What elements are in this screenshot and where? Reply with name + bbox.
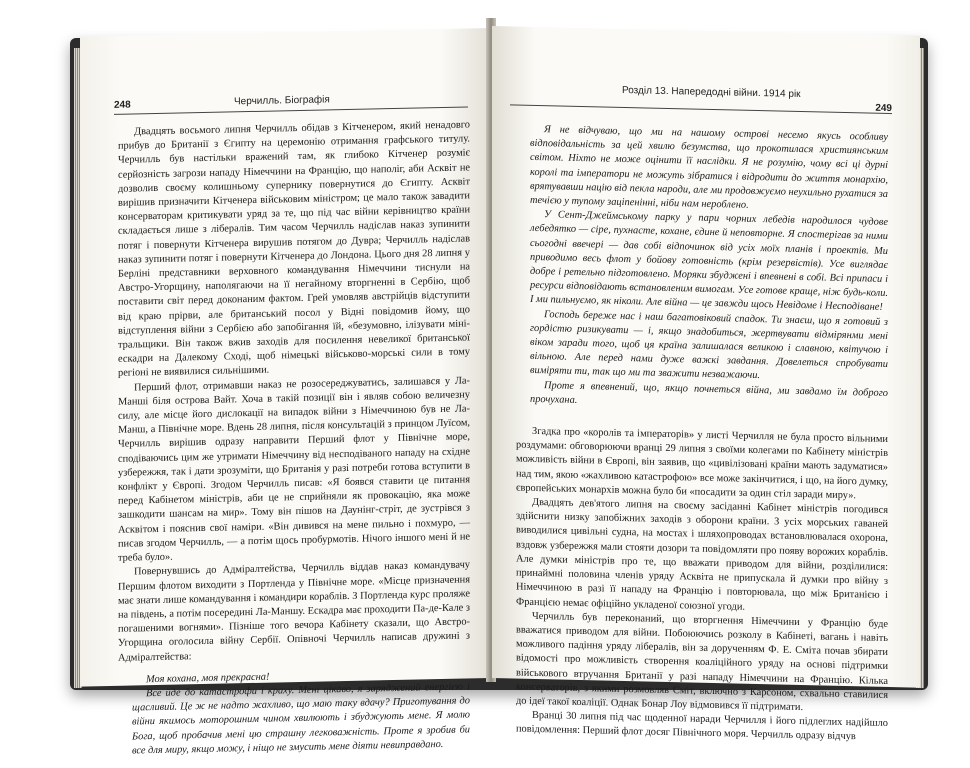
right-page: [492, 26, 920, 743]
right-running-head: Розділ 13. Напередодні війни. 1914 рік: [622, 84, 801, 101]
right-page-number: 249: [875, 102, 892, 115]
right-running-header: [510, 84, 892, 115]
header-rule: [510, 104, 892, 114]
right-body-text: [516, 123, 888, 746]
left-body-text: [118, 118, 470, 766]
quote-line: Проте я впевнений, що, якщо почнеться війна, ми завдамо їм доброго прочухана.: [530, 379, 888, 406]
paragraph: Згадка про «королів та імператорів» у листі Черчилля не була просто вільними роздумами: обговорюючи вранці 29 липня з своїми колегами по Кабінету міністрів можливість війни в Європі, він заявив, що «цивілізовані країни мають задуматися» над тим, якою «жахливою катастрофою» все може закінчитися, і що, на його думку, європейських монархів можна було би «посадити за один стіл заради миру».: [516, 425, 888, 502]
paragraph: Черчилль був переконаний, що вторгнення Німеччини у Францію буде вважатися приводом для війни. Побоюючись розколу в Кабінеті, вагань і навіть можливого падіння уряду лібералів, він за дорученням Ф. Е. Сміта почав збирати відомості про можливість створення коаліційного уряду на основі підтримки військового втручання Британії у разі нападу Німеччини на Францію. Кілька консерваторів, з якими розмовляв Сміт, включно з Карсоном, схвально ставилися до ідеї такої коаліції. Однак Бонар Лоу відмовився її підтримати.: [516, 610, 888, 713]
quote-line: Моя кохана, моя прекрасна!: [146, 671, 270, 685]
letter-quote-continued: [516, 123, 888, 416]
paragraph: Повернувшись до Адміралтейства, Черчилль віддав наказ командувачу Першим флотом виходити з Портленда у Північне море. «Місце призначення має знати лише командування і командири кораблів. З Портленда курс проляже на південь, а потім посередині Ла-Маншу. Ескадра має проходити Па-де-Кале з погашеними вогнями». Пізніше того вечора Кабінету сказали, що Австро-Угорщина оголосила війну Сербії. Опівночі Черчилль написав дружині з Адміралтейства:: [118, 559, 470, 664]
quote-line: Я не відчуваю, що ми на нашому острові несемо якусь особливу відповідальність за цей хвилю безумства, що прокотилася християнським світом. Ніхто не може оцінити її наслідки. Я не розумію, чому всі ці дурні королі та імператори не можуть зібратися і відродити до життя монархію, врятувавши націю від пекла народи, але ми продовжуємо неухильно рухатися за течією у тупому заціпенінні, ніби нам нероблено.: [530, 124, 888, 211]
quote-line: У Сент-Джеймському парку у пари чорних лебедів народилося чудове лебедятко — сіре, пухнасте, кохане, єдине й неповторне. Я спостерігав за ними сьогодні ввечері — дав собі відпочинок від усіх моїх планів і проектів. Ми приводимо весь флот у бойову готовність (крім резервістів). Усе виглядає добре і ретельно підготовлено. Моряки збуджені і впевнені в собі. Всі припаси і ресурси відповідають встановленим вимогам. Усе готове краще, ніж будь-коли. І ми пильнуємо, як ніколи. Але війна — це завжди щось Невідоме і Несподіване!: [530, 209, 888, 314]
letter-quote: [118, 666, 470, 759]
paragraph: Двадцять дев'ятого липня на своєму засіданні Кабінет міністрів погодився здійснити низку запобіжних заходів з оборони країни. З усіх морських гаваней виводилися цивільні судна, на мостах і шляхопроводах встановлювалася охорона, вздовж узбережжя мали стояти дозори та повідомляти про появу ворожих кораблів. Але думки міністрів про те, що вважати приводом для війни, розділилися: принаймні половина членів уряду Асквіта не припускала й думки про війну з Німеччиною в разі її нападу на Францію і повторювала, що між Британією і Францією немає офіційно укладеної союзної угоди.: [516, 496, 888, 613]
header-rule: [114, 106, 468, 114]
paragraph: Вранці 30 липня під час щоденної наради Черчилля і його підлеглих надійшло повідомлення: Перший флот досяг Північного моря. Черчилль одразу відчув: [516, 710, 888, 743]
left-page-number: 248: [114, 99, 131, 111]
left-running-head: Черчилль. Біографія: [234, 94, 330, 108]
left-page: [80, 28, 490, 757]
open-book: [70, 8, 928, 757]
quote-line: Все йде до катастрофи і краху. Мені цікаво, я заряджений енергією і щасливий. Це ж не надто жахливо, що маю таку вдачу? Приготування до війни якимось моторошним чином хвилюють і збуджують мене. Я молю Бога, щоб пробачив мені цю страшну легковажність. Проте я зробив би все для миру, якщо можу, і ніщо не змусить мене діяти невиправдано.: [132, 681, 470, 757]
left-running-header: [114, 90, 468, 111]
paragraph: Перший флот, отримавши наказ не розосереджуватись, залишався у Ла-Манші біля острова Вайт. Хоча в такій позиції він і являв собою величезну силу, але місце його дислокації на випадок війни з Німеччиною був не Ла-Манш, а Північне море. Вдень 28 липня, після консультацій з принцом Луїсом, Черчилль вирішив одразу направити Перший флот у Північне море, сподіваючись цим же утримати Німеччину від несподіваного нападу на східне узбережжя, так і дати зрозуміти, що Британія у разі потреби готова вступити в конфлікт у Європі. Згодом Черчилль писав: «Я боявся ставити це питання перед Кабінетом міністрів, аби це не сприйняли як провокацію, яка може зашкодити шансам на мир». Тому він пішов на Даунінг-стріт, де зустрівся з Асквітом і пояснив свої наміри. «Він дивився на мене пильно і похмуро, — писав згодом Черчилль, — а потім щось пробурмотів. Нічого іншого мені й не треба було».: [118, 375, 470, 564]
paragraph: Двадцять восьмого липня Черчилль обідав з Кітченером, який ненадовго прибув до Британії з Єгипту на церемонію отримання графського титулу. Черчилль був настільки вражений там, як глибоко Кітченер розуміє серйозність загрози нападу Німеччини на Францію, що наполіг, аби Асквіт не дозволив своєму колишньому супернику повернутися до Єгипту. Асквіт вирішив призначити Кітченера військовим міністром; це мало також завадити консерваторам критикувати уряд за те, що під час війни керівництво країни складається лише з лібералів. Тим часом Черчилль надіслав наказ зупинити потяг і повернути Кітченера вирушив потягом до Дувра; Черчилль надіслав наказ зупинити потяг і повернути Кітченера до Лондона. Цього дня 28 липня у Берліні представники верховного командування Німеччини тиснули на Австро-Угорщину, наполягаючи на її негайному вторгненні в Сербію, щоб поставити світ перед доконаним фактом. Грей умовляв австрійців відступити від краю прірви, але британський посол у Відні повідомив йому, що відступлення війни з Сербією або запобігання їй, «безумовно, ілізувати міні-тральщики. Він також вжив заходів для посилення невеликої британської ескадри на Далекому Сході, щоб німецькі військово-морські сили в тому регіоні не виявилися сильнішими.: [118, 119, 470, 380]
quote-line: Господь береже нас і наш багатовіковий спадок. Ти знаєш, що я готовий з гордістю ризикувати — і, якщо знадобиться, жертвувати відмірянми мені віком заради того, щоб ця країна залишалася великою і славною, квітучою і вільною. Але перед нами дуже важкі завдання. Довелеться спробувати виміряти ти, так що ми та зважити незважаючи.: [530, 308, 888, 382]
